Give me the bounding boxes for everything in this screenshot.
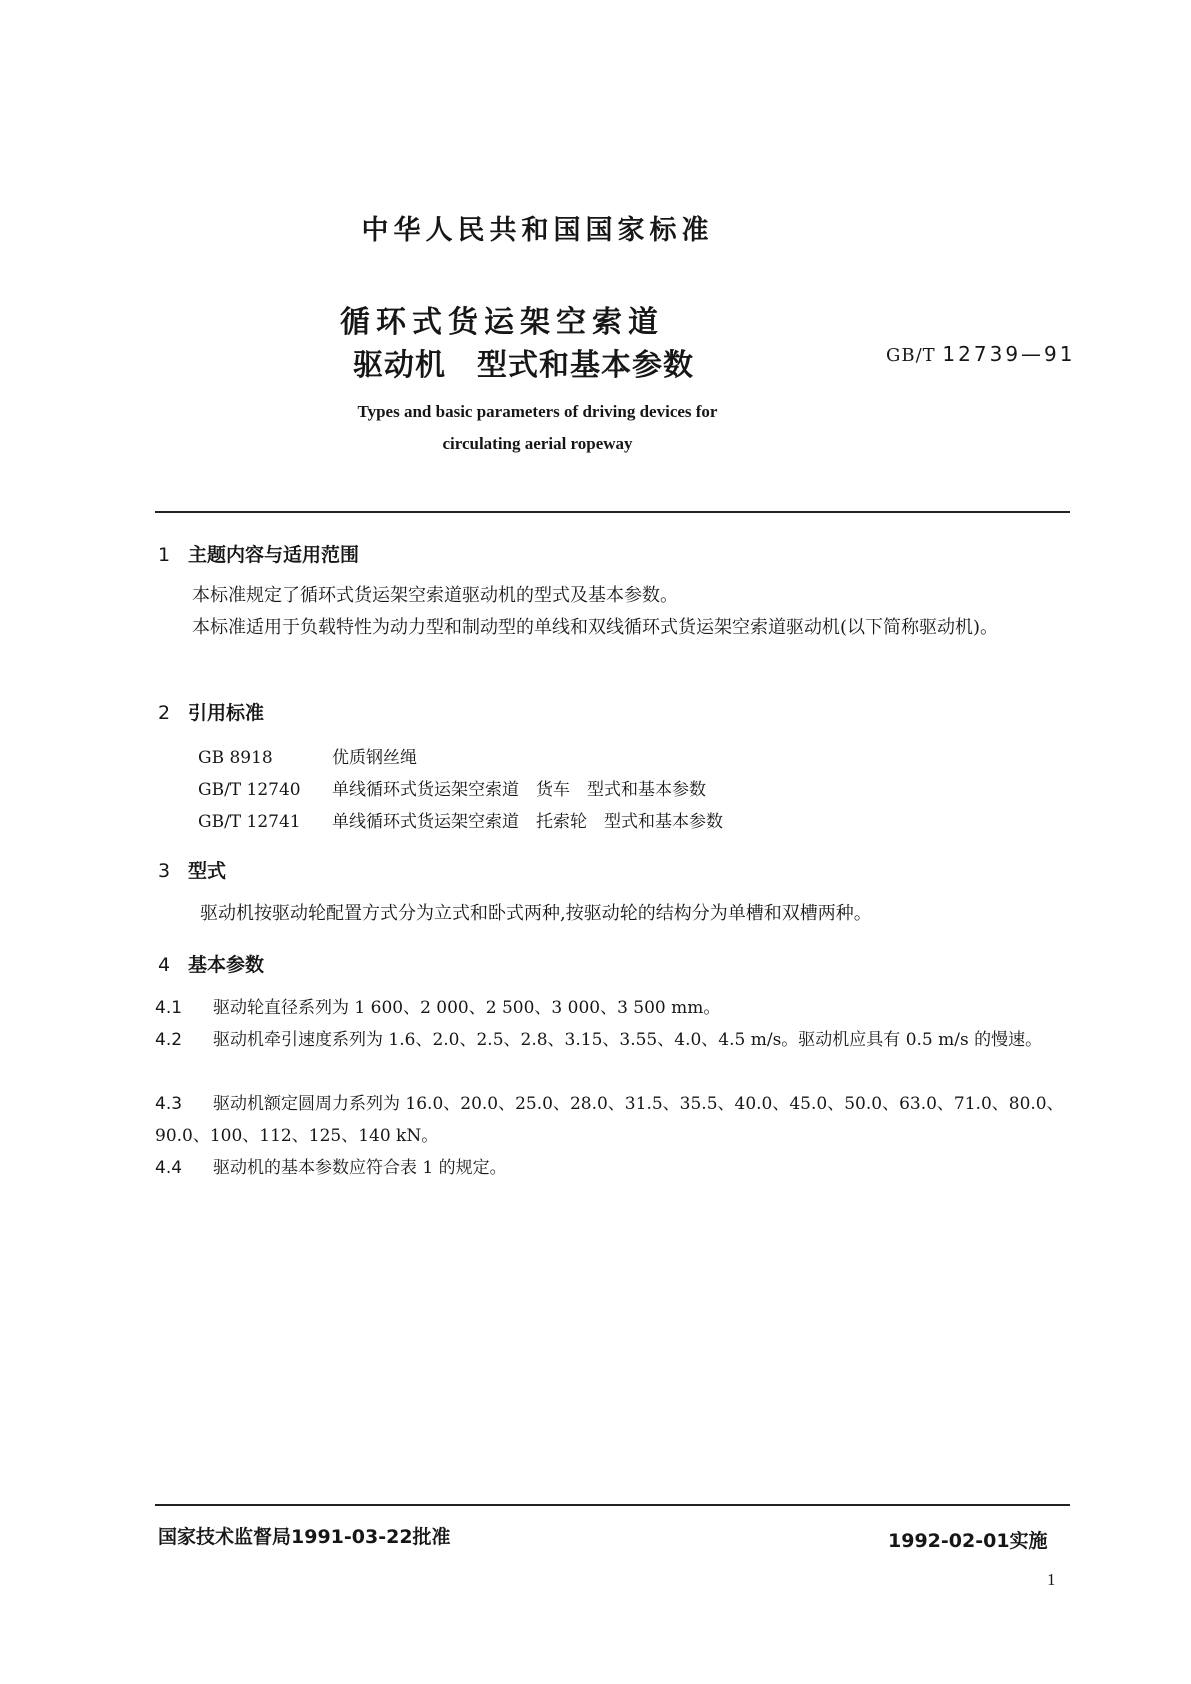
clause-number: 4.2 (155, 1030, 183, 1050)
effective-date-text: 1992-02-01实施 (888, 1530, 1048, 1552)
reference-item (198, 807, 723, 832)
reference-title: 单线循环式货运架空索道 货车 型式和基本参数 (332, 780, 706, 800)
clause-text: 驱动轮直径系列为 1 600、2 000、2 500、3 000、3 500 mm。 (213, 998, 721, 1018)
document-title-line1: 循环式货运架空索道 (340, 305, 664, 340)
national-standard-heading: 中华人民共和国国家标准 (361, 215, 714, 246)
section-2-heading (158, 698, 264, 725)
section-title: 引用标准 (188, 702, 265, 724)
reference-code: GB/T 12741 (198, 812, 301, 832)
clause-item (155, 1152, 1070, 1184)
section-number: 4 (158, 954, 171, 976)
section-4-heading (158, 950, 264, 977)
section-1-paragraph-1: 本标准规定了循环式货运架空索道驱动机的型式及基本参数。 (192, 585, 678, 606)
section-number: 1 (158, 544, 171, 566)
standard-code-prefix: GB/T (886, 345, 936, 366)
reference-title: 单线循环式货运架空索道 托索轮 型式和基本参数 (332, 812, 723, 832)
section-3-paragraph: 驱动机按驱动轮配置方式分为立式和卧式两种,按驱动轮的结构分为单槽和双槽两种。 (200, 903, 872, 924)
section-number: 3 (158, 860, 171, 882)
section-1-heading (158, 540, 359, 567)
reference-item (198, 743, 417, 768)
clause-item (155, 992, 1070, 1024)
approval-text: 国家技术监督局1991-03-22批准 (158, 1526, 451, 1548)
reference-code: GB 8918 (198, 748, 273, 768)
clause-number: 4.1 (155, 998, 183, 1018)
footer-divider (155, 1504, 1070, 1506)
clause-text: 驱动机的基本参数应符合表 1 的规定。 (213, 1158, 507, 1178)
english-title-line1: Types and basic parameters of driving devices for (357, 402, 718, 421)
section-title: 型式 (188, 860, 227, 882)
standard-code (886, 342, 1076, 366)
document-title-line2: 驱动机 型式和基本参数 (353, 348, 694, 383)
english-title-line2: circulating aerial ropeway (442, 434, 633, 453)
section-1-paragraph-2: 本标准适用于负载特性为动力型和制动型的单线和双线循环式货运架空索道驱动机(以下简称驱动机)。 (192, 617, 999, 638)
clause-text: 驱动机牵引速度系列为 1.6、2.0、2.5、2.8、3.15、3.55、4.0、4.5 m/s。驱动机应具有 0.5 m/s 的慢速。 (213, 1030, 1043, 1050)
page-number: 1 (1047, 1570, 1056, 1589)
reference-title: 优质钢丝绳 (332, 748, 417, 768)
clause-number: 4.3 (155, 1094, 183, 1114)
section-title: 主题内容与适用范围 (188, 544, 360, 566)
section-title: 基本参数 (188, 954, 265, 976)
header-divider (155, 511, 1070, 513)
reference-item (198, 775, 706, 800)
clause-text: 驱动机额定圆周力系列为 16.0、20.0、25.0、28.0、31.5、35.5、40.0、45.0、50.0、63.0、71.0、80.0、90.0、100、112、125、140 kN。 (155, 1094, 1064, 1146)
standard-code-number: 12739—91 (942, 342, 1076, 366)
clause-number: 4.4 (155, 1158, 183, 1178)
section-number: 2 (158, 702, 171, 724)
clause-item (155, 1024, 1070, 1056)
section-3-heading (158, 856, 226, 883)
reference-code: GB/T 12740 (198, 780, 301, 800)
clause-item (155, 1088, 1070, 1152)
